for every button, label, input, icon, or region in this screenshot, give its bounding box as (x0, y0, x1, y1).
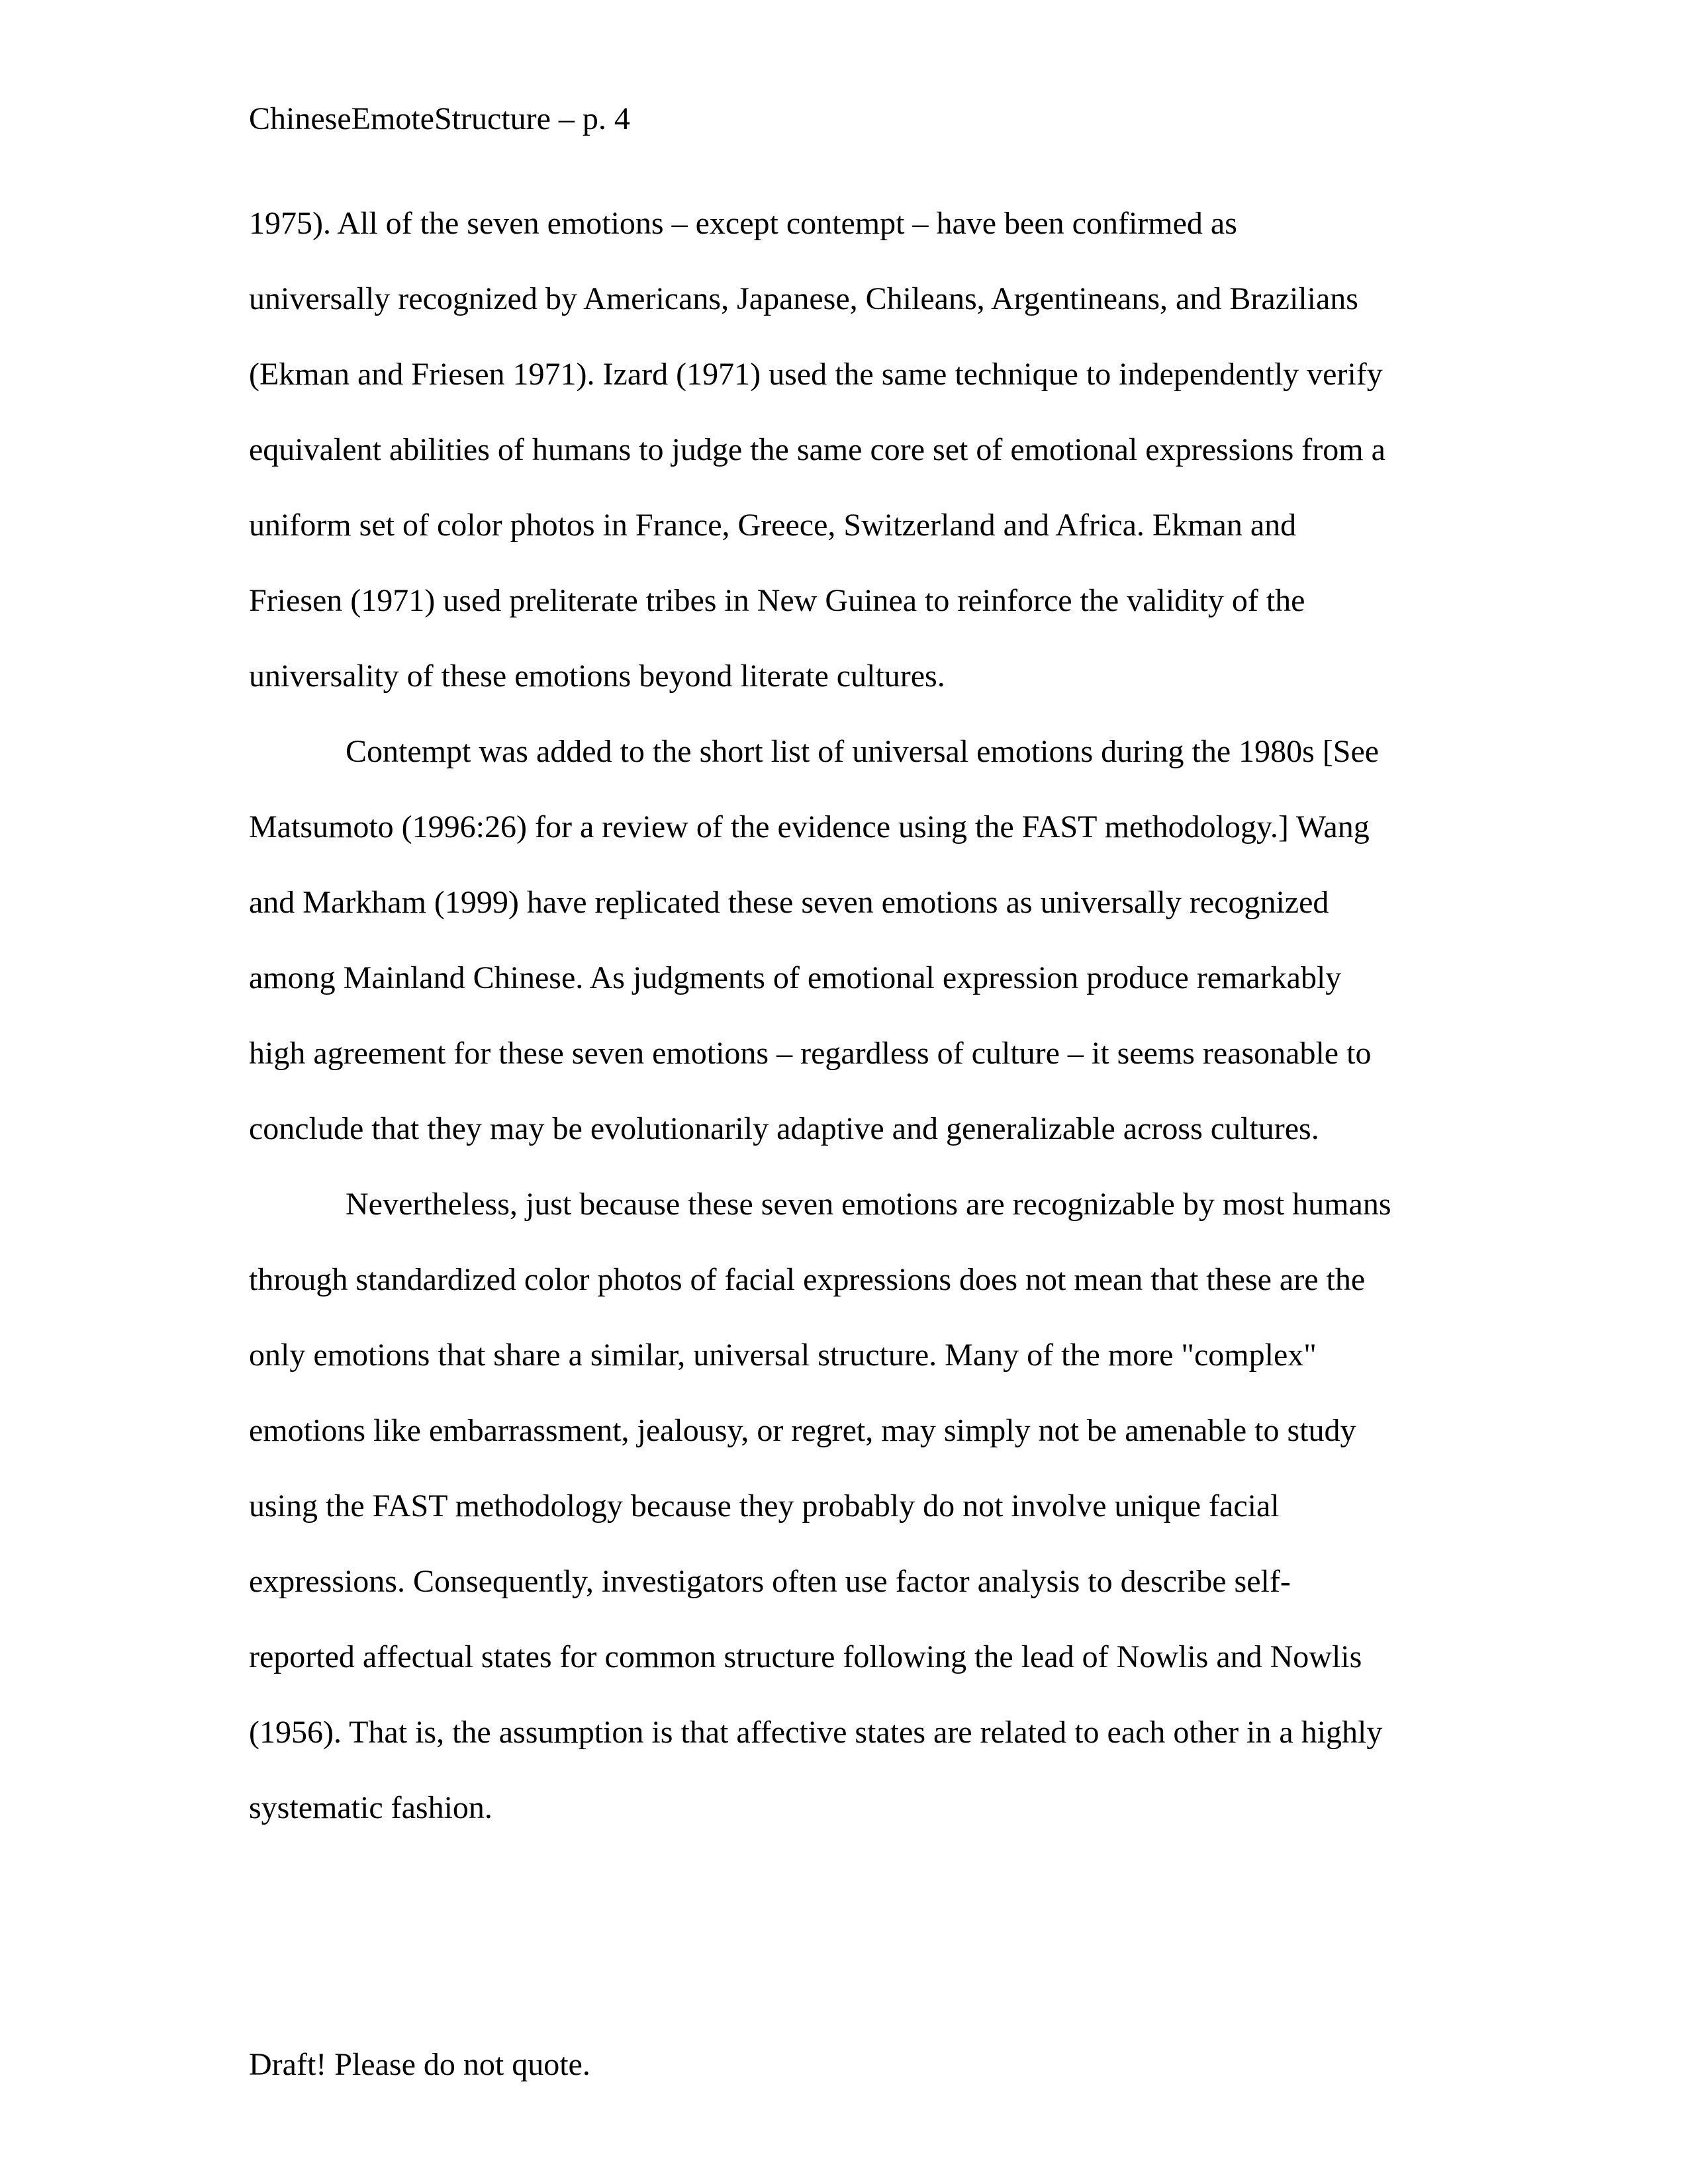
paragraph-start-line: Contempt was added to the short list of universal emotions during the 1980s [See (346, 734, 1380, 769)
body-line: equivalent abilities of humans to judge the same core set of emotional expressions from a (249, 432, 1385, 467)
body-line: and Markham (1999) have replicated these seven emotions as universally recognized (249, 885, 1329, 920)
body-line: universality of these emotions beyond literate cultures. (249, 659, 945, 694)
body-line: only emotions that share a similar, universal structure. Many of the more "complex" (249, 1338, 1317, 1373)
body-line: (Ekman and Friesen 1971). Izard (1971) used the same technique to independently verify (249, 357, 1383, 392)
body-line: high agreement for these seven emotions – regardless of culture – it seems reasonable to (249, 1036, 1372, 1071)
body-line: (1956). That is, the assumption is that affective states are related to each other in a highly (249, 1715, 1383, 1750)
body-line: emotions like embarrassment, jealousy, or regret, may simply not be amenable to study (249, 1413, 1356, 1448)
footer-note: Draft! Please do not quote. (249, 2047, 590, 2082)
running-head: ChineseEmoteStructure – p. 4 (249, 101, 630, 136)
body-line: among Mainland Chinese. As judgments of emotional expression produce remarkably (249, 960, 1342, 995)
body-line: universally recognized by Americans, Japanese, Chileans, Argentineans, and Brazilians (249, 281, 1358, 316)
body-line: uniform set of color photos in France, Greece, Switzerland and Africa. Ekman and (249, 508, 1297, 543)
body-line: expressions. Consequently, investigators often use factor analysis to describe self- (249, 1564, 1291, 1599)
body-line: 1975). All of the seven emotions – except contempt – have been confirmed as (249, 206, 1237, 241)
body-line: using the FAST methodology because they probably do not involve unique facial (249, 1488, 1280, 1524)
body-line: Matsumoto (1996:26) for a review of the evidence using the FAST methodology.] Wang (249, 809, 1370, 844)
body-line: reported affectual states for common structure following the lead of Nowlis and Nowlis (249, 1639, 1362, 1674)
body-line: Friesen (1971) used preliterate tribes in New Guinea to reinforce the validity of the (249, 583, 1305, 618)
body-line: conclude that they may be evolutionarily adaptive and generalizable across cultures. (249, 1111, 1319, 1146)
body-line: through standardized color photos of facial expressions does not mean that these are the (249, 1262, 1366, 1297)
paragraph-start-line: Nevertheless, just because these seven emotions are recognizable by most humans (346, 1187, 1391, 1222)
body-line: systematic fashion. (249, 1790, 492, 1825)
